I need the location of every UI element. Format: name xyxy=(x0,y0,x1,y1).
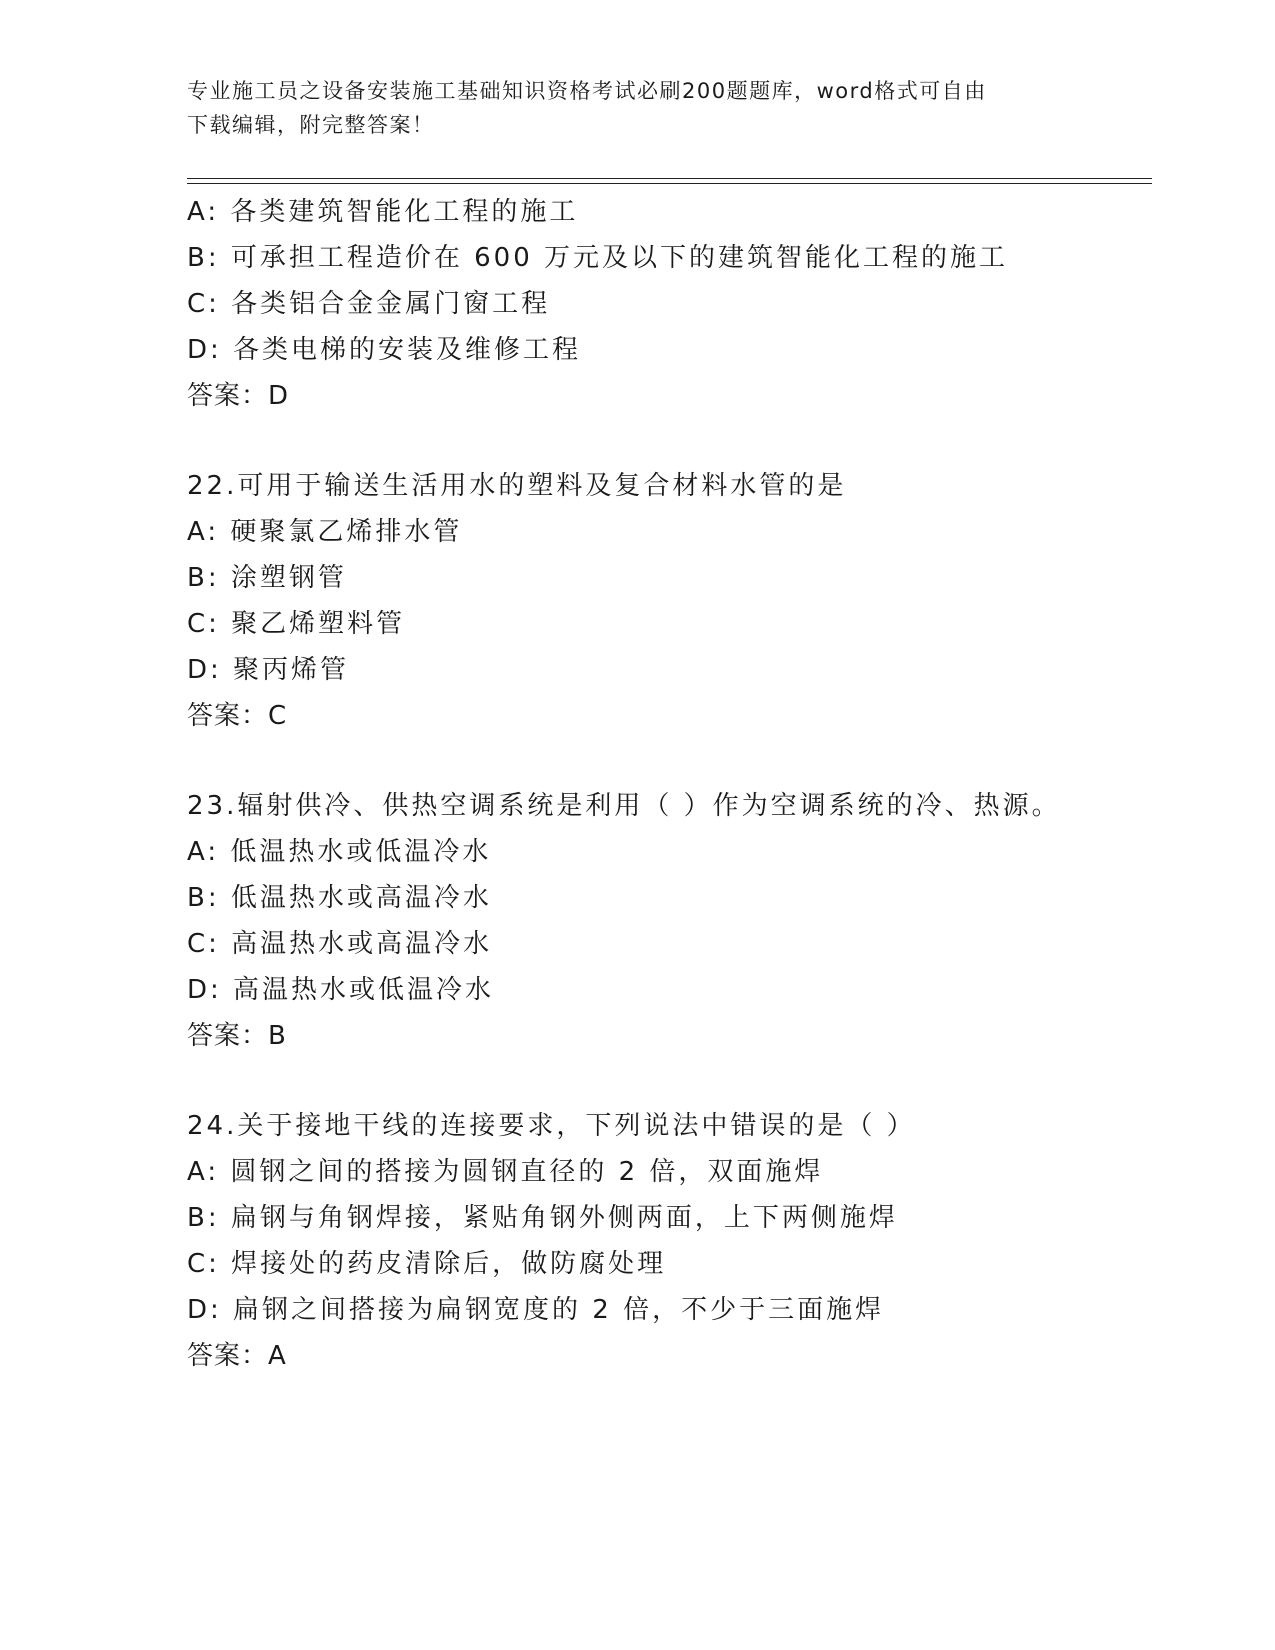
option-a: A: 低温热水或低温冷水 xyxy=(187,837,492,867)
option-b: B: 可承担工程造价在 600 万元及以下的建筑智能化工程的施工 xyxy=(187,243,1009,273)
option-b: B: 扁钢与角钢焊接，紧贴角钢外侧两面，上下两侧施焊 xyxy=(187,1203,898,1233)
option-a: A: 圆钢之间的搭接为圆钢直径的 2 倍，双面施焊 xyxy=(187,1157,824,1187)
option-b: B: 低温热水或高温冷水 xyxy=(187,883,492,913)
answer-line: 答案：C xyxy=(187,701,288,731)
option-a: A: 各类建筑智能化工程的施工 xyxy=(187,197,579,227)
header-line-2: 下载编辑，附完整答案！ xyxy=(187,113,435,137)
option-a: A: 硬聚氯乙烯排水管 xyxy=(187,517,463,547)
question-list xyxy=(187,189,1167,1379)
header-divider-bottom xyxy=(187,183,1152,184)
option-d: D: 扁钢之间搭接为扁钢宽度的 2 倍，不少于三面施焊 xyxy=(187,1295,885,1325)
option-c: C: 高温热水或高温冷水 xyxy=(187,929,493,959)
option-c: C: 聚乙烯塑料管 xyxy=(187,609,406,639)
question-stem: 24.关于接地干线的连接要求，下列说法中错误的是（ ） xyxy=(187,1111,916,1141)
document-header xyxy=(187,74,1087,142)
question-22 xyxy=(187,463,1167,739)
answer-line: 答案：B xyxy=(187,1021,287,1051)
answer-line: 答案：D xyxy=(187,381,290,411)
header-divider-top xyxy=(187,178,1152,179)
option-b: B: 涂塑钢管 xyxy=(187,563,347,593)
question-stem: 22.可用于输送生活用水的塑料及复合材料水管的是 xyxy=(187,471,847,501)
option-c: C: 焊接处的药皮清除后，做防腐处理 xyxy=(187,1249,667,1279)
question-stem: 23.辐射供冷、供热空调系统是利用（ ）作为空调系统的冷、热源。 xyxy=(187,791,1061,821)
question-24 xyxy=(187,1103,1167,1379)
answer-line: 答案：A xyxy=(187,1341,287,1371)
option-d: D: 高温热水或低温冷水 xyxy=(187,975,495,1005)
option-d: D: 各类电梯的安装及维修工程 xyxy=(187,335,582,365)
header-line-1: 专业施工员之设备安装施工基础知识资格考试必刷200题题库，word格式可自由 xyxy=(187,79,987,103)
question-23 xyxy=(187,783,1167,1059)
option-c: C: 各类铝合金金属门窗工程 xyxy=(187,289,551,319)
option-d: D: 聚丙烯管 xyxy=(187,655,350,685)
question-21 xyxy=(187,189,1167,419)
